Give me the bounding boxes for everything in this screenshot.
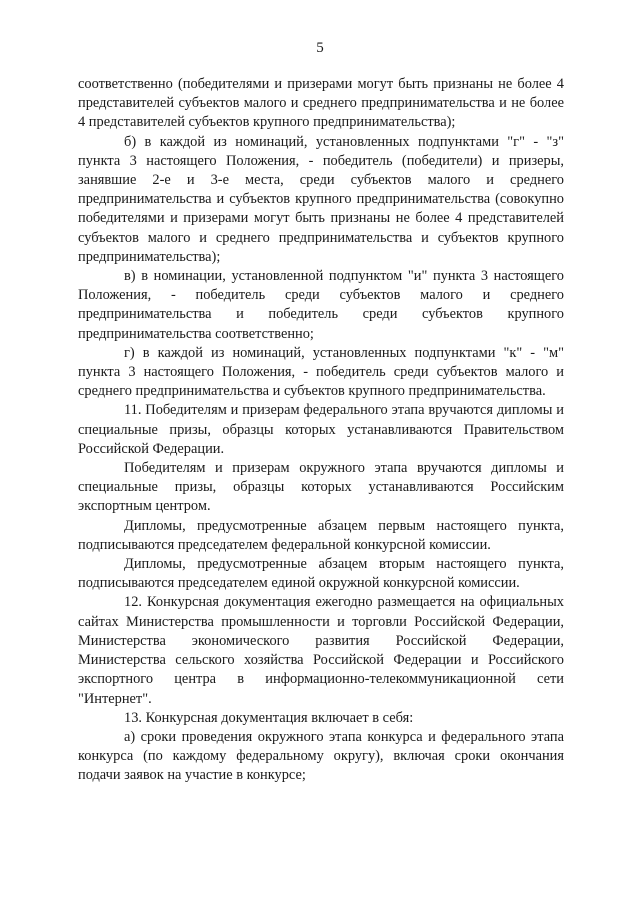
paragraph: Победителям и призерам окружного этапа вручаются дипломы и специальные призы, образцы которых устанавливаются Российским экспортным центром.: [78, 460, 564, 515]
paragraph: Дипломы, предусмотренные абзацем первым настоящего пункта, подписываются председателем федеральной конкурсной комиссии.: [78, 517, 564, 553]
paragraph: б) в каждой из номинаций, установленных подпунктами "г" - "з" пункта 3 настоящего Положения, - победитель (победители) и призеры, занявшие 2-е и 3-е места, среди субъектов малого и среднего предпринимательства и субъектов крупного предпринимательства (совокупно победителями и призерами могут быть признаны не более 4 представителей субъектов малого и среднего предпринимательства и субъектов крупного предпринимательства);: [78, 133, 564, 265]
paragraph: в) в номинации, установленной подпунктом "и" пункта 3 настоящего Положения, - победитель среди субъектов малого и среднего предпринимательства и победитель среди субъектов крупного предпринимательства соответственно;: [78, 268, 564, 342]
paragraph: соответственно (победителями и призерами могут быть признаны не более 4 представителей субъектов малого и среднего предпринимательства и не более 4 представителей субъектов крупного предпринимательства);: [78, 76, 564, 131]
page-number: 5: [316, 40, 324, 56]
paragraph: 11. Победителям и призерам федерального этапа вручаются дипломы и специальные призы, образцы которых устанавливаются Правительством Российской Федерации.: [78, 402, 564, 457]
paragraph: 12. Конкурсная документация ежегодно размещается на официальных сайтах Министерства промышленности и торговли Российской Федерации, Министерства экономического развития Российской Федерации, Министерства сельского хозяйства Российской Федерации и Российского экспортного центра в информационно-телекоммуникационной сети "Интернет".: [78, 594, 564, 707]
document-body: [78, 75, 564, 786]
paragraph: а) сроки проведения окружного этапа конкурса и федерального этапа конкурса (по каждому федеральному округу), включая сроки окончания подачи заявок на участие в конкурсе;: [78, 728, 564, 784]
paragraph: 13. Конкурсная документация включает в себя:: [124, 709, 414, 726]
paragraph: Дипломы, предусмотренные абзацем вторым настоящего пункта, подписываются председателем единой окружной конкурсной комиссии.: [78, 556, 564, 592]
paragraph: г) в каждой из номинаций, установленных подпунктами "к" - "м" пункта 3 настоящего Положения, - победитель среди субъектов малого и среднего предпринимательства и субъектов крупного предпринимательства.: [78, 344, 564, 400]
